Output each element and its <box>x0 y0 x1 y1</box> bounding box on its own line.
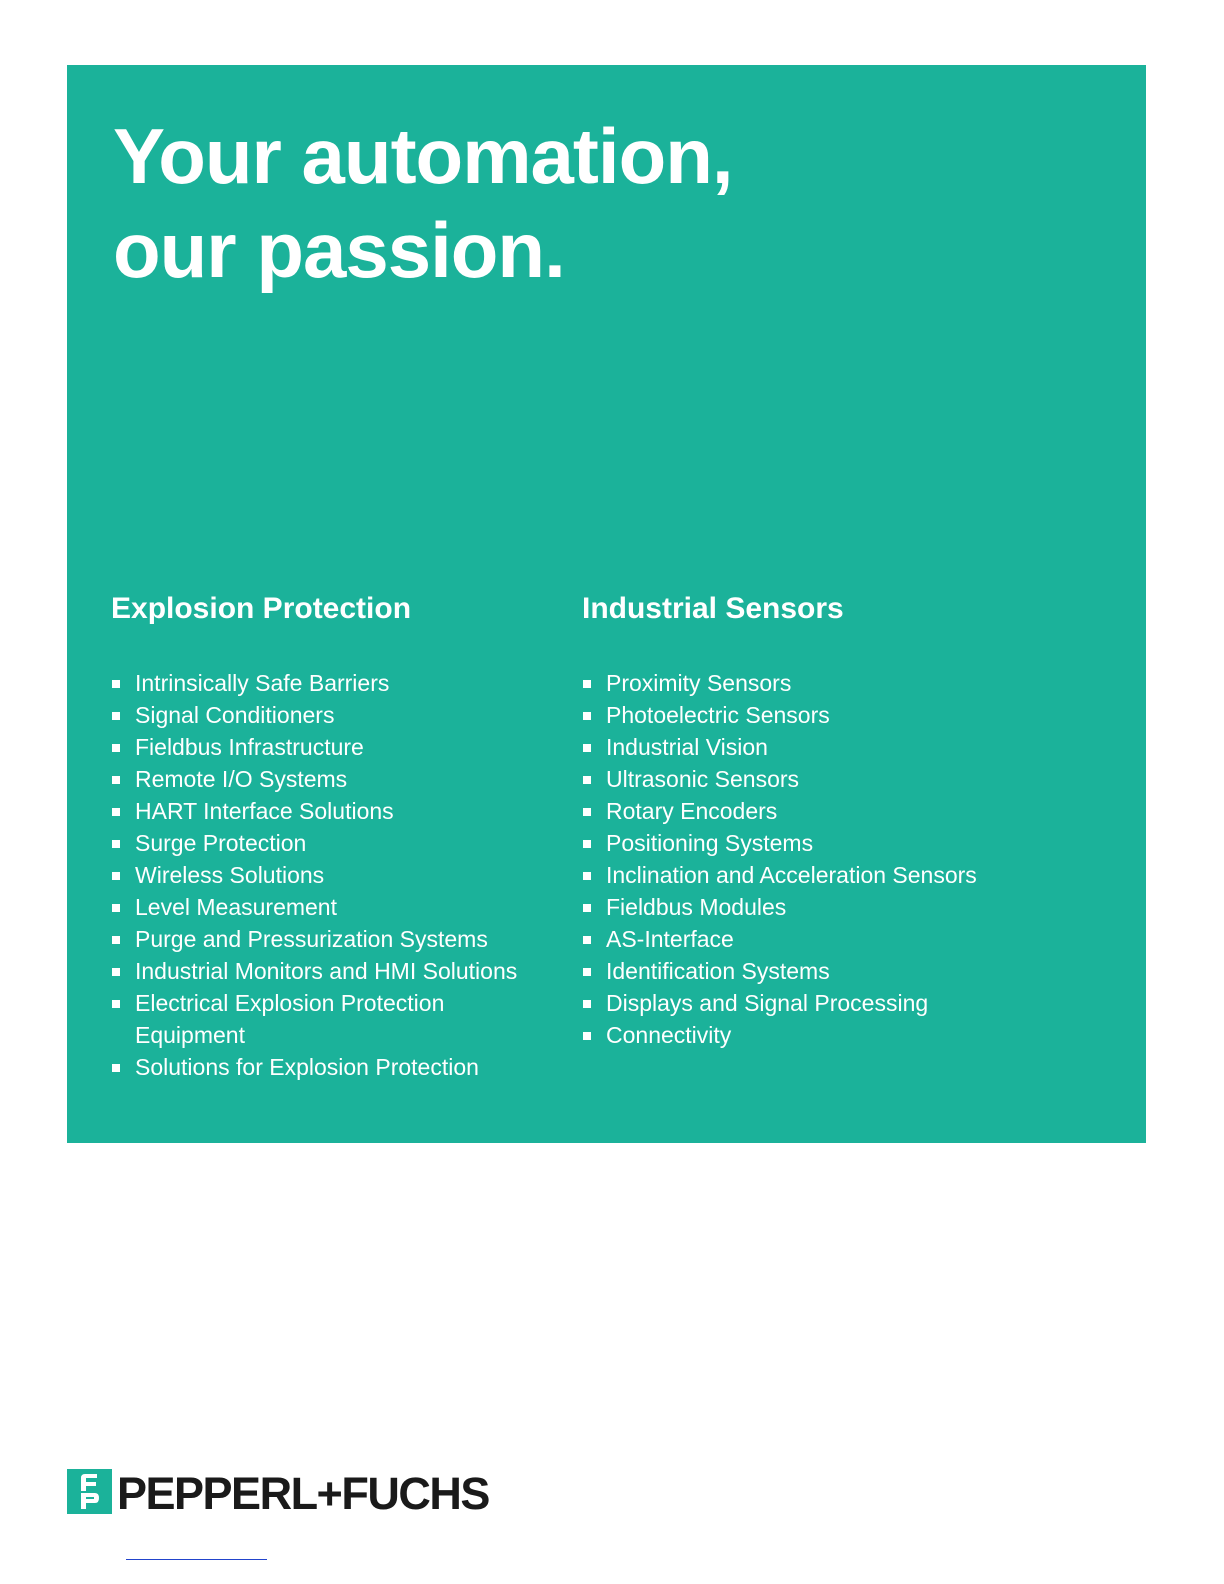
list-item <box>582 859 1032 891</box>
list-item <box>582 955 1032 987</box>
list-item-label: Remote I/O Systems <box>135 766 348 792</box>
headline <box>113 109 733 297</box>
list-item <box>111 1051 551 1083</box>
industrial-sensors-column <box>582 589 1032 1051</box>
list-item <box>582 987 1032 1019</box>
list-item <box>111 731 551 763</box>
bullet-square-icon <box>112 680 120 688</box>
list-item <box>111 923 551 955</box>
list-item <box>111 699 551 731</box>
list-item-label: Fieldbus Modules <box>606 894 787 920</box>
bullet-square-icon <box>583 808 591 816</box>
list-item-label: Intrinsically Safe Barriers <box>135 670 390 696</box>
list-item <box>582 667 1032 699</box>
list-item <box>582 763 1032 795</box>
list-item <box>111 667 551 699</box>
bullet-square-icon <box>583 968 591 976</box>
list-item <box>111 955 551 987</box>
bullet-square-icon <box>112 904 120 912</box>
explosion-protection-column <box>111 589 551 1083</box>
product-list <box>111 667 551 1083</box>
bullet-square-icon <box>583 904 591 912</box>
list-item <box>111 891 551 923</box>
list-item <box>111 827 551 859</box>
list-item-label: Photoelectric Sensors <box>606 702 830 728</box>
list-item <box>582 923 1032 955</box>
column-title: Industrial Sensors <box>582 592 844 625</box>
list-item-label: Fieldbus Infrastructure <box>135 734 364 760</box>
bullet-square-icon <box>112 872 120 880</box>
list-item <box>111 795 551 827</box>
list-item <box>111 763 551 795</box>
product-list <box>582 667 1032 1051</box>
list-item-label: Level Measurement <box>135 894 337 920</box>
headline-line-2: our passion. <box>113 206 565 294</box>
bullet-square-icon <box>583 680 591 688</box>
list-item-label: Signal Conditioners <box>135 702 335 728</box>
bullet-square-icon <box>112 776 120 784</box>
bullet-square-icon <box>112 808 120 816</box>
list-item-label: Connectivity <box>606 1022 732 1048</box>
list-item-label: Rotary Encoders <box>606 798 778 824</box>
list-item <box>582 827 1032 859</box>
list-item-label: HART Interface Solutions <box>135 798 394 824</box>
bullet-square-icon <box>583 936 591 944</box>
bullet-square-icon <box>112 712 120 720</box>
list-item-label: Proximity Sensors <box>606 670 792 696</box>
list-item <box>582 1019 1032 1051</box>
headline-line-1: Your automation, <box>113 112 733 200</box>
list-item <box>582 731 1032 763</box>
bullet-square-icon <box>112 968 120 976</box>
bullet-square-icon <box>583 744 591 752</box>
bullet-square-icon <box>583 776 591 784</box>
list-item-label: Electrical Explosion Protection Equipment <box>135 990 445 1048</box>
list-item <box>111 987 551 1051</box>
pf-logo-icon <box>67 1469 112 1514</box>
list-item-label: Industrial Monitors and HMI Solutions <box>135 958 518 984</box>
list-item-label: Inclination and Acceleration Sensors <box>606 862 977 888</box>
bullet-square-icon <box>112 840 120 848</box>
list-item-label: Purge and Pressurization Systems <box>135 926 488 952</box>
bullet-square-icon <box>112 936 120 944</box>
bullet-square-icon <box>112 1000 120 1008</box>
brand-name: PEPPERL+FUCHS <box>117 1468 489 1519</box>
bullet-square-icon <box>112 744 120 752</box>
bottom-rule <box>126 1559 267 1560</box>
bullet-square-icon <box>583 1000 591 1008</box>
list-item-label: Positioning Systems <box>606 830 814 856</box>
list-item-label: Displays and Signal Processing <box>606 990 929 1016</box>
list-item-label: Wireless Solutions <box>135 862 325 888</box>
list-item-label: Industrial Vision <box>606 734 768 760</box>
column-title: Explosion Protection <box>111 592 412 625</box>
hero-panel <box>67 65 1146 1143</box>
list-item-label: Surge Protection <box>135 830 307 856</box>
bullet-square-icon <box>112 1064 120 1072</box>
list-item-label: AS-Interface <box>606 926 734 952</box>
list-item-label: Solutions for Explosion Protection <box>135 1054 479 1080</box>
list-item-label: Ultrasonic Sensors <box>606 766 800 792</box>
list-item-label: Identification Systems <box>606 958 830 984</box>
list-item <box>582 891 1032 923</box>
bullet-square-icon <box>583 1032 591 1040</box>
bullet-square-icon <box>583 840 591 848</box>
list-item <box>111 859 551 891</box>
bullet-square-icon <box>583 872 591 880</box>
list-item <box>582 699 1032 731</box>
bullet-square-icon <box>583 712 591 720</box>
list-item <box>582 795 1032 827</box>
